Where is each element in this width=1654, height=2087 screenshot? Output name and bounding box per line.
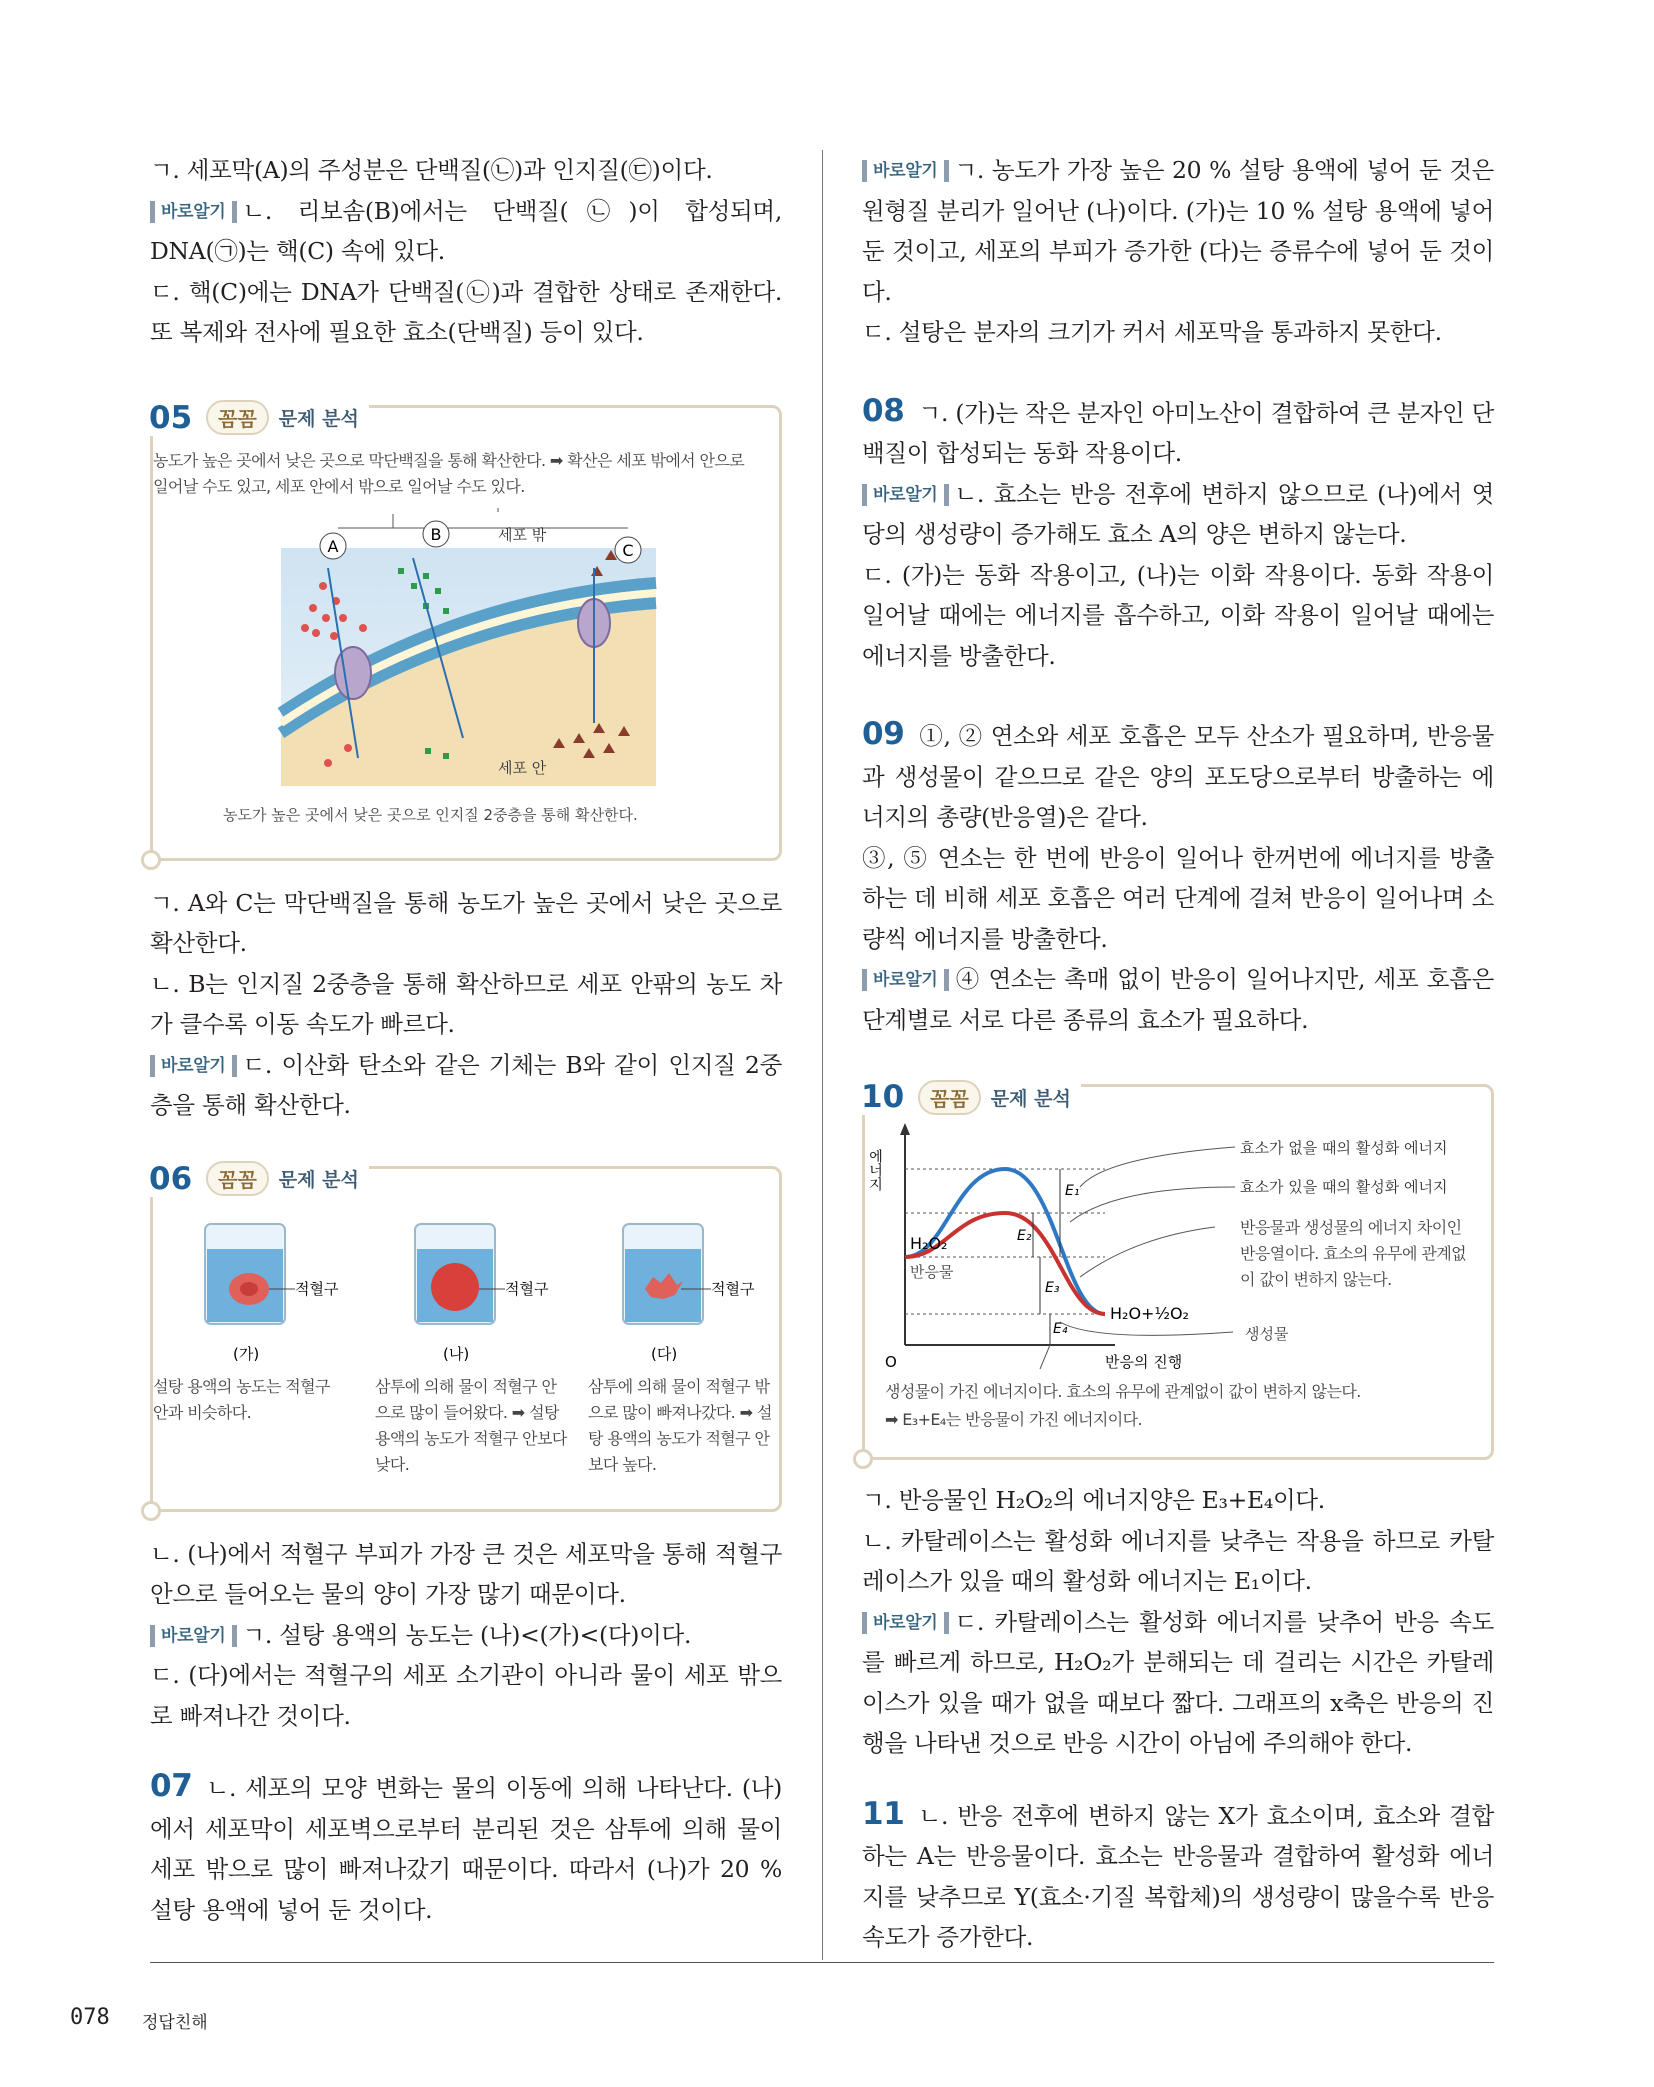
e1-label: E₁ [1065,1183,1080,1199]
label-b: B [430,524,442,544]
beaker-da-note: 삼투에 의해 물이 적혈구 밖으로 많이 빠져나갔다. ➡ 설탕 용액의 농도가 적혈구 안보다 높다. [588,1376,772,1474]
q05-box-header [149,400,369,436]
correct-tag: 바로알기 [150,1625,237,1647]
q11-number: 11 [862,1795,905,1832]
q05-item-3: 바로알기 ㄷ. 이산화 탄소와 같은 기체는 B와 같이 인지질 2중층을 통해 확산한다. [150,1050,782,1119]
beaker-na-label: (나) [443,1344,470,1363]
analysis-pill: 꼼꼼 [206,400,269,435]
q06-analysis-box [149,1160,782,1512]
reactant-label: 반응물 [910,1263,954,1281]
correct-tag: 바로알기 [862,484,949,506]
q04-item-2: 바로알기 ㄴ. 리보솜(B)에서는 단백질(㉡)이 합성되며, DNA(㉠)는 핵(C) 속에 있다. [150,196,782,265]
correct-tag: 바로알기 [150,201,237,223]
protein-channel-a [335,647,371,699]
beaker-da-cell: 적혈구 [711,1279,755,1298]
q05-item-2: ㄴ. B는 인지질 2중층을 통해 확산하므로 세포 안팎의 농도 차가 클수록 이동 속도가 빠르다. [150,969,782,1038]
analysis-pill: 꼼꼼 [206,1161,269,1196]
q08-item-2: 바로알기 ㄴ. 효소는 반응 전후에 변하지 않으므로 (나)에서 엿당의 생성량이 증가해도 효소 A의 양은 변하지 않는다. [862,479,1494,548]
beaker-ga [205,1224,339,1363]
q09-number: 09 [862,716,905,752]
analysis-title: 문제 분석 [278,408,359,430]
e4-label: E₄ [1053,1321,1068,1337]
beaker-na-cell: 적혈구 [505,1279,549,1298]
q05-bottom-note: 농도가 높은 곳에서 낮은 곳으로 인지질 2중층을 통해 확산한다. [223,805,638,824]
beaker-ga-note: 설탕 용액의 농도는 적혈구 안과 비슷하다. [153,1376,330,1422]
q10-item-1: ㄱ. 반응물인 H₂O₂의 에너지양은 E₃+E₄이다. [862,1486,1325,1514]
q08-number: 08 [862,392,905,429]
q08-item-1: 08 ㄱ. (가)는 작은 분자인 아미노산이 결합하여 큰 분자인 단백질이 합성되는 동화 작용이다. [862,392,1494,467]
analysis-title: 문제 분석 [278,1169,359,1191]
page-number: 078 [70,2005,110,2030]
inside-label: 세포 안 [498,758,547,777]
q08-item-3: ㄷ. (가)는 동화 작용이고, (나)는 이화 작용이다. 동화 작용이 일어날 때에는 에너지를 흡수하고, 이화 작용이 일어날 때에는 에너지를 방출한다. [862,560,1494,670]
q06-box-header [149,1161,369,1197]
q10-item-2: ㄴ. 카탈레이스는 활성화 에너지를 낮추는 작용을 하므로 카탈레이스가 있을 때의 활성화 에너지는 E₁이다. [862,1526,1494,1595]
analysis-pill: 꼼꼼 [918,1080,981,1115]
e3-label: E₃ [1045,1280,1060,1296]
page-label: 정답친해 [142,2013,208,2033]
q10-bottom-note-2: ➡ E₃+E₄는 반응물이 가진 에너지이다. [885,1410,1142,1429]
label-c: C [622,540,634,560]
product-label: 생성물 [1245,1325,1289,1343]
q05-top-note: 농도가 높은 곳에서 낮은 곳으로 막단백질을 통해 확산한다. ➡ 확산은 세포 밖에서 안으로 일어날 수도 있고, 세포 안에서 밖으로 일어날 수도 있다. [153,450,745,496]
q07-item-1: 07 ㄴ. 세포의 모양 변화는 물의 이동에 의해 나타난다. (나)에서 세포막이 세포벽으로부터 분리된 것은 삼투에 의해 물이 세포 밖으로 많이 빠져나갔기 때문이다. 따라서 (나)가 20 % 설탕 용액에 넣어 둔 것이다. [150,1768,782,1924]
q10-number: 10 [861,1079,905,1115]
outside-label: 세포 밖 [498,525,547,544]
left-column [150,150,782,1930]
y-axis-label: 에너지 [867,1149,883,1191]
column-divider [822,150,823,1960]
beaker-ga-label: (가) [233,1344,260,1363]
q07-item-2: 바로알기 ㄱ. 농도가 가장 높은 20 % 설탕 용액에 넣어 둔 것은 원형질 분리가 일어난 (나)이다. (가)는 10 % 설탕 용액에 넣어 둔 것이고, 세포의 부피가 증가한 (다)는 증류수에 넣어 둔 것이다. [862,156,1494,306]
q10-analysis-box [861,1079,1494,1460]
right-column [862,150,1494,1958]
membrane-diffusion-diagram [153,508,783,828]
q10-item-3: 바로알기 ㄷ. 카탈레이스는 활성화 에너지를 낮추어 반응 속도를 빠르게 하므로, H₂O₂가 분해되는 데 걸리는 시간은 카탈레이스가 있을 때가 없을 때보다 짧다. 그래프의 x축은 반응의 진행을 나타낸 것으로 반응 시간이 아님에 주의해야 한다. [862,1607,1494,1757]
annotation-enzyme: 효소가 있을 때의 활성화 에너지 [1240,1178,1448,1196]
q10-bottom-note-1: 생성물이 가진 에너지이다. 효소의 유무에 관계없이 값이 변하지 않는다. [885,1382,1361,1401]
beaker-da-label: (다) [651,1344,678,1363]
correct-tag: 바로알기 [862,1612,949,1634]
q05-analysis-box [149,399,782,861]
q07-number: 07 [150,1768,193,1804]
correct-tag: 바로알기 [862,160,949,182]
correct-tag: 바로알기 [862,969,949,991]
beaker-diagrams [153,1209,783,1369]
q06-item-1: ㄴ. (나)에서 적혈구 부피가 가장 큰 것은 세포막을 통해 적혈구 안으로 들어오는 물의 양이 가장 많기 때문이다. [150,1539,782,1608]
q09-item-2: ③, ⑤ 연소는 한 번에 반응이 일어나 한꺼번에 에너지를 방출하는 데 비해 세포 호흡은 여러 단계에 걸쳐 반응이 일어나며 소량씩 에너지를 방출한다. [862,843,1494,953]
q06-number: 06 [149,1160,193,1197]
label-a: A [327,536,339,556]
beaker-na [415,1224,549,1363]
footer-rule [150,1962,1494,1963]
beaker-da [623,1224,755,1363]
q10-box-header [861,1079,1081,1115]
reactant-formula: H₂O₂ [910,1234,948,1253]
product-formula: H₂O+½O₂ [1110,1304,1189,1323]
x-axis-label: 반응의 진행 [1105,1353,1183,1371]
q04-item-1: ㄱ. 세포막(A)의 주성분은 단백질(㉡)과 인지질(㉢)이다. [150,156,713,184]
e2-label: E₂ [1017,1228,1032,1244]
q06-item-2: 바로알기 ㄱ. 설탕 용액의 농도는 (나)<(가)<(다)이다. [150,1615,782,1656]
q09-item-1: 09 ①, ② 연소와 세포 호흡은 모두 산소가 필요하며, 반응물과 생성물이 같으므로 같은 양의 포도당으로부터 방출하는 에너지의 총량(반응열)은 같다. [862,716,1494,831]
correct-tag: 바로알기 [150,1055,237,1077]
beaker-ga-cell: 적혈구 [295,1279,339,1298]
annotation-reaction-heat: 반응물과 생성물의 에너지 차이인 반응열이다. 효소의 유무에 관계없이 값이 변하지 않는다. [1240,1218,1466,1289]
analysis-title: 문제 분석 [990,1087,1071,1110]
annotation-no-enzyme: 효소가 없을 때의 활성화 에너지 [1240,1139,1448,1157]
q06-item-3: ㄷ. (다)에서는 적혈구의 세포 소기관이 아니라 물이 세포 밖으로 빠져나간 것이다. [150,1661,782,1730]
beaker-na-note: 삼투에 의해 물이 적혈구 안으로 많이 들어왔다. ➡ 설탕 용액의 농도가 적혈구 안보다 낮다. [375,1376,567,1474]
q05-item-1: ㄱ. A와 C는 막단백질을 통해 농도가 높은 곳에서 낮은 곳으로 확산한다. [150,888,782,957]
q04-item-3: ㄷ. 핵(C)에는 DNA가 단백질(㉡)과 결합한 상태로 존재한다. 또 복제와 전사에 필요한 효소(단백질) 등이 있다. [150,277,782,346]
q09-item-3: 바로알기 ④ 연소는 촉매 없이 반응이 일어나지만, 세포 호흡은 단계별로 서로 다른 종류의 효소가 필요하다. [862,965,1494,1034]
q07-item-3: ㄷ. 설탕은 분자의 크기가 커서 세포막을 통과하지 못한다. [862,318,1442,346]
q11-item-1: 11 ㄴ. 반응 전후에 변하지 않는 X가 효소이며, 효소와 결합하는 A는 반응물이다. 효소는 반응물과 결합하여 활성화 에너지를 낮추므로 Y(효소·기질 복합체)의 생성량이 많을수록 반응 속도가 증가한다. [862,1795,1494,1951]
q05-number: 05 [149,399,193,436]
origin-label: O [885,1353,897,1371]
